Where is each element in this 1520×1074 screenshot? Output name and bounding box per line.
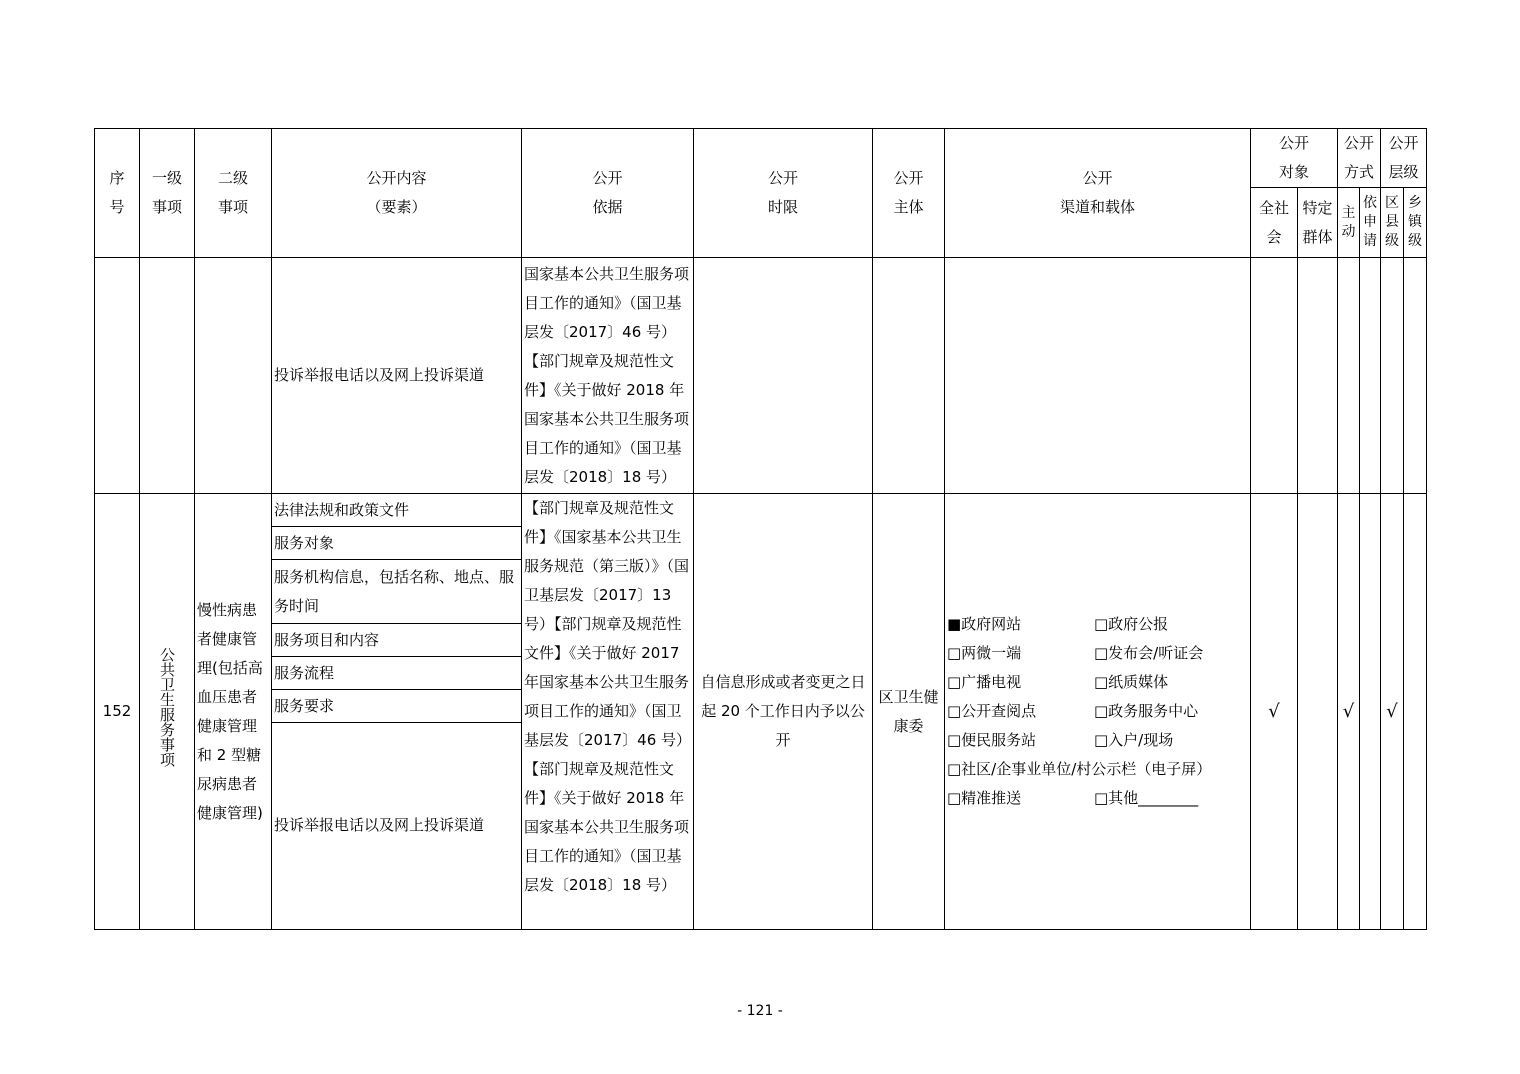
header-basis: 公开 依据 xyxy=(522,129,694,258)
channel-option: □纸质媒体 xyxy=(1094,673,1169,691)
deadline-cell: 自信息形成或者变更之日起 20 个工作日内予以公开 xyxy=(694,494,873,930)
content-item: 服务流程 xyxy=(272,656,521,689)
header-township: 乡 镇 级 xyxy=(1404,188,1427,258)
content-list xyxy=(272,494,522,930)
basis-cell: 国家基本公共卫生服务项目工作的通知》（国卫基层发〔2017〕46 号）【部门规章及规范性文件】《关于做好 2018 年国家基本公共卫生服务项目工作的通知》（国卫基层发〔2018〕18 号） xyxy=(522,258,694,494)
subject-cell: 区卫生健康委 xyxy=(873,494,945,930)
basis-cell: 【部门规章及规范性文件】《国家基本公共卫生服务规范（第三版）》（国卫基层发〔2017〕13 号）【部门规章及规范性文件】《关于做好 2017 年国家基本公共卫生服务项目工作的通知》（国卫基层发〔2017〕46 号）【部门规章及规范性文件】《关于做好 2018 年国家基本公共卫生服务项目工作的通知》（国卫基层发〔2018〕18 号） xyxy=(522,494,694,930)
seq-cell: 152 xyxy=(95,494,140,930)
content-item: 投诉举报电话以及网上投诉渠道 xyxy=(272,722,521,928)
level2-cell: 慢性病患者健康管理(包括高血压患者健康管理和 2 型糖尿病患者健康管理) xyxy=(195,494,272,930)
channel-option: □广播电视 xyxy=(947,673,1022,691)
channel-option: □便民服务站 xyxy=(947,731,1037,749)
check-township xyxy=(1404,494,1427,930)
content-item: 服务对象 xyxy=(272,526,521,559)
content-item: 服务项目和内容 xyxy=(272,623,521,656)
disclosure-table xyxy=(94,128,1427,930)
header-deadline: 公开 时限 xyxy=(694,129,873,258)
channel-option: □公开查阅点 xyxy=(947,702,1037,720)
channel-option: □政务服务中心 xyxy=(1094,702,1199,720)
header-all-society: 全社 会 xyxy=(1251,188,1298,258)
header-layer: 公开 层级 xyxy=(1381,129,1427,188)
header-on-request: 依 申 请 xyxy=(1360,188,1381,258)
header-specific-group: 特定 群体 xyxy=(1298,188,1338,258)
check-all-society: √ xyxy=(1251,494,1298,930)
channel-option: □两微一端 xyxy=(947,644,1022,662)
header-subject: 公开 主体 xyxy=(873,129,945,258)
channel-option: □入户/现场 xyxy=(1094,731,1174,749)
check-active: √ xyxy=(1338,494,1360,930)
channel-cell xyxy=(945,494,1251,930)
header-channel: 公开 渠道和载体 xyxy=(945,129,1251,258)
header-content: 公开内容 （要素） xyxy=(272,129,522,258)
channel-option: □政府公报 xyxy=(1094,615,1169,633)
header-target: 公开 对象 xyxy=(1251,129,1338,188)
content-item: 法律法规和政策文件 xyxy=(274,500,410,519)
header-level1: 一级 事项 xyxy=(140,129,195,258)
header-district: 区 县 级 xyxy=(1381,188,1404,258)
check-district: √ xyxy=(1381,494,1404,930)
check-on-request xyxy=(1360,494,1381,930)
content-item: 服务要求 xyxy=(272,689,521,722)
content-cell: 投诉举报电话以及网上投诉渠道 xyxy=(272,258,522,494)
header-level2: 二级 事项 xyxy=(195,129,272,258)
table-row xyxy=(95,258,1427,494)
header-seq: 序 号 xyxy=(95,129,140,258)
check-specific-group xyxy=(1298,494,1338,930)
channel-wide: □社区/企事业单位/村公示栏（电子屏） xyxy=(947,760,1212,778)
level1-cell: 公共卫生服务事项 xyxy=(140,494,195,930)
channel-option: □其他________ xyxy=(1094,789,1199,807)
page-number: - 121 - xyxy=(737,1003,783,1019)
header-mode: 公开 方式 xyxy=(1338,129,1381,188)
table-row xyxy=(95,494,1427,930)
header-active: 主 动 xyxy=(1338,188,1360,258)
channel-option: □精准推送 xyxy=(947,789,1022,807)
content-item: 服务机构信息，包括名称、地点、服务时间 xyxy=(272,559,521,623)
channel-option: ■政府网站 xyxy=(947,615,1022,633)
channel-option: □发布会/听证会 xyxy=(1094,644,1204,662)
